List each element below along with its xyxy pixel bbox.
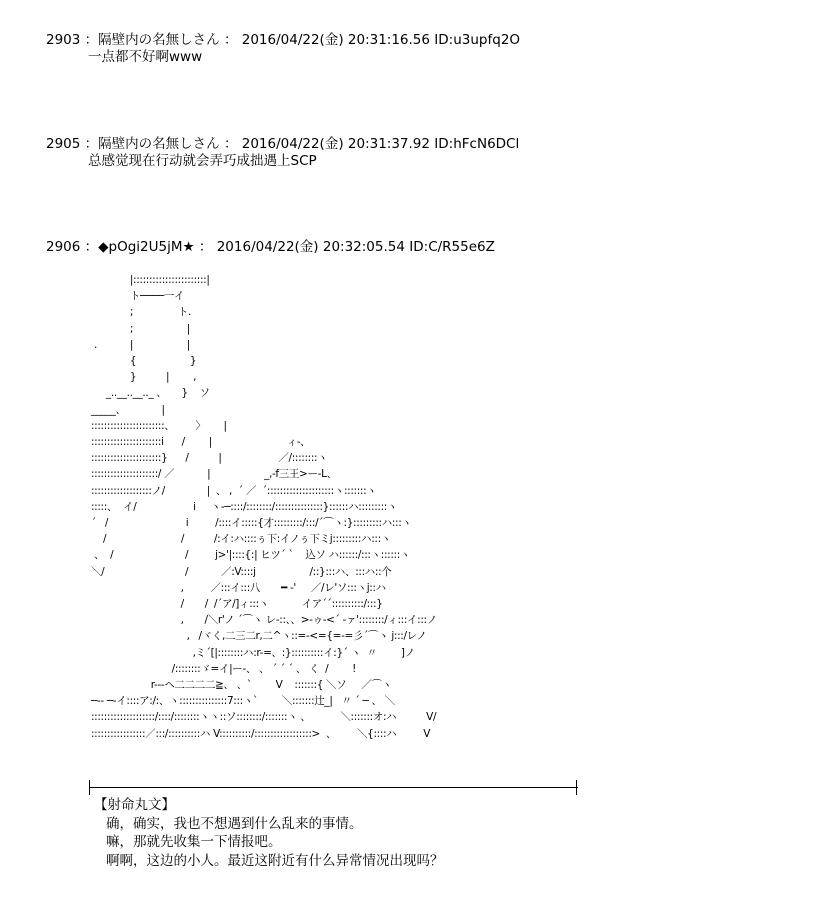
post-number[interactable]: 2903	[46, 32, 81, 48]
speaker-name: 【射命丸文】	[94, 797, 175, 813]
post-header	[46, 32, 520, 49]
poster-name: ◆pOgi2U5jM★	[98, 239, 195, 255]
post-2905	[46, 136, 519, 170]
post-datetime: 2016/04/22(金) 20:31:16.56	[241, 32, 430, 48]
post-number[interactable]: 2905	[46, 136, 81, 152]
post-body: 一点都不好啊www	[88, 49, 203, 65]
post-header	[46, 136, 519, 153]
post-separator: ：	[223, 32, 238, 48]
post-2903	[46, 32, 520, 66]
post-separator: ：	[84, 239, 99, 255]
dialogue-line: 确，确实，我也不想遇到什么乱来的事情。	[106, 815, 363, 832]
divider-line	[90, 787, 578, 788]
poster-id: ID:hFcN6DCl	[434, 136, 520, 152]
dialogue-line: 嘛，那就先收集一下情报吧。	[106, 834, 282, 850]
poster-name: 隔壁内の名無しさん	[98, 32, 220, 48]
poster-id: ID:C/R55e6Z	[409, 239, 495, 255]
post-header	[46, 239, 495, 256]
ascii-art: |:::::::::::::::::::::::| ト────一イ ; ト. ; | . | | { } } | , _..__..__.._ 、 } ソ _____、 | :::::::::::::::::::::::、 〉 | ::::::::::::::::::::::i / | ィ-、 ::::::::::::::::::::::} / | ／/::::::::ヽ :::::::::::::::::::::/ ／ | _,-f三王>ー-L、 :::::::::::::::::::ノ/ | 、 , ´ ／ ´:::::::::::::::::::::ヽ:::::::ヽ :::::、 イ/ i ヽ-─::::/::::::::/:::::::::::::::}::::::ハ:::::::::ヽ ´ / i /::::イ:::::{才:::::::::/:::/´⌒ヽ:}:::::::::ハ:::ヽ / / /:イ:ハ::::ぅ下:イノぅ下ミj:::::::::ハ:::ヽ 、 / / j>'|::::{:| ヒツ´ ` 込ソ ハ::::::/:::ヽ::::::ヽ ＼/ / ／:V::::j /::}:::ハ、:::ハ::个 , ／:::イ:::八 ━ -' ／/レ'ソ:::ヽj::ハ / / /´ア/]ィ:::ヽ イア´´::::::::::/:::} , /＼r'ノ ´⌒ヽ レ-::、、>-ゥ-<´ -ァ'::::::::/ィ:::イ:::ノ , /ヾく,二三二r,二^ヽ::=-<={=-=彡´⌒ヽ j:::/レノ ,ミ´[|::::::::ハ:r-=、:}::::::::::イ:}´ ヽ 〃 ]ノ /::::::::ゞ=イ|ー-、 、 ´ ´ ´ 、 く / ! r---ヘ二二二二≧、 、` V :::::::{ ＼ソ ／⌒ヽ ─-- ─-イ::::ア:/:、ヽ:::::::::::::::7:::ヽ` ＼:::::::辻_| 〃 ´ ─ 、 ＼ ::::::::::::::::::::/::::/::::::::ヽヽ::ソ::::::::/:::::::ヽ 、 ＼:::::::オ:ハ V/ :::::::::::::::::／:::/::::::::::ハ V::::::::::/::::::::::::::::::> 、 ＼{::::ハ V	[90, 274, 437, 740]
post-number[interactable]: 2906	[46, 239, 81, 255]
post-2906	[46, 239, 495, 256]
post-separator: ：	[198, 239, 213, 255]
poster-id: ID:u3upfq2O	[434, 32, 521, 48]
divider-cap-right	[576, 780, 577, 795]
post-separator: ：	[84, 32, 99, 48]
post-body: 总感觉现在行动就会弄巧成拙遇上SCP	[88, 153, 317, 169]
divider-cap-left	[89, 780, 90, 795]
post-separator: ：	[223, 136, 238, 152]
poster-name: 隔壁内の名無しさん	[98, 136, 220, 152]
dialogue-line: 啊啊，这边的小人。最近这附近有什么异常情况出现吗？	[106, 852, 444, 869]
post-datetime: 2016/04/22(金) 20:31:37.92	[241, 136, 430, 152]
dialogue-block	[94, 796, 444, 870]
post-datetime: 2016/04/22(金) 20:32:05.54	[216, 239, 405, 255]
post-separator: ：	[84, 136, 99, 152]
